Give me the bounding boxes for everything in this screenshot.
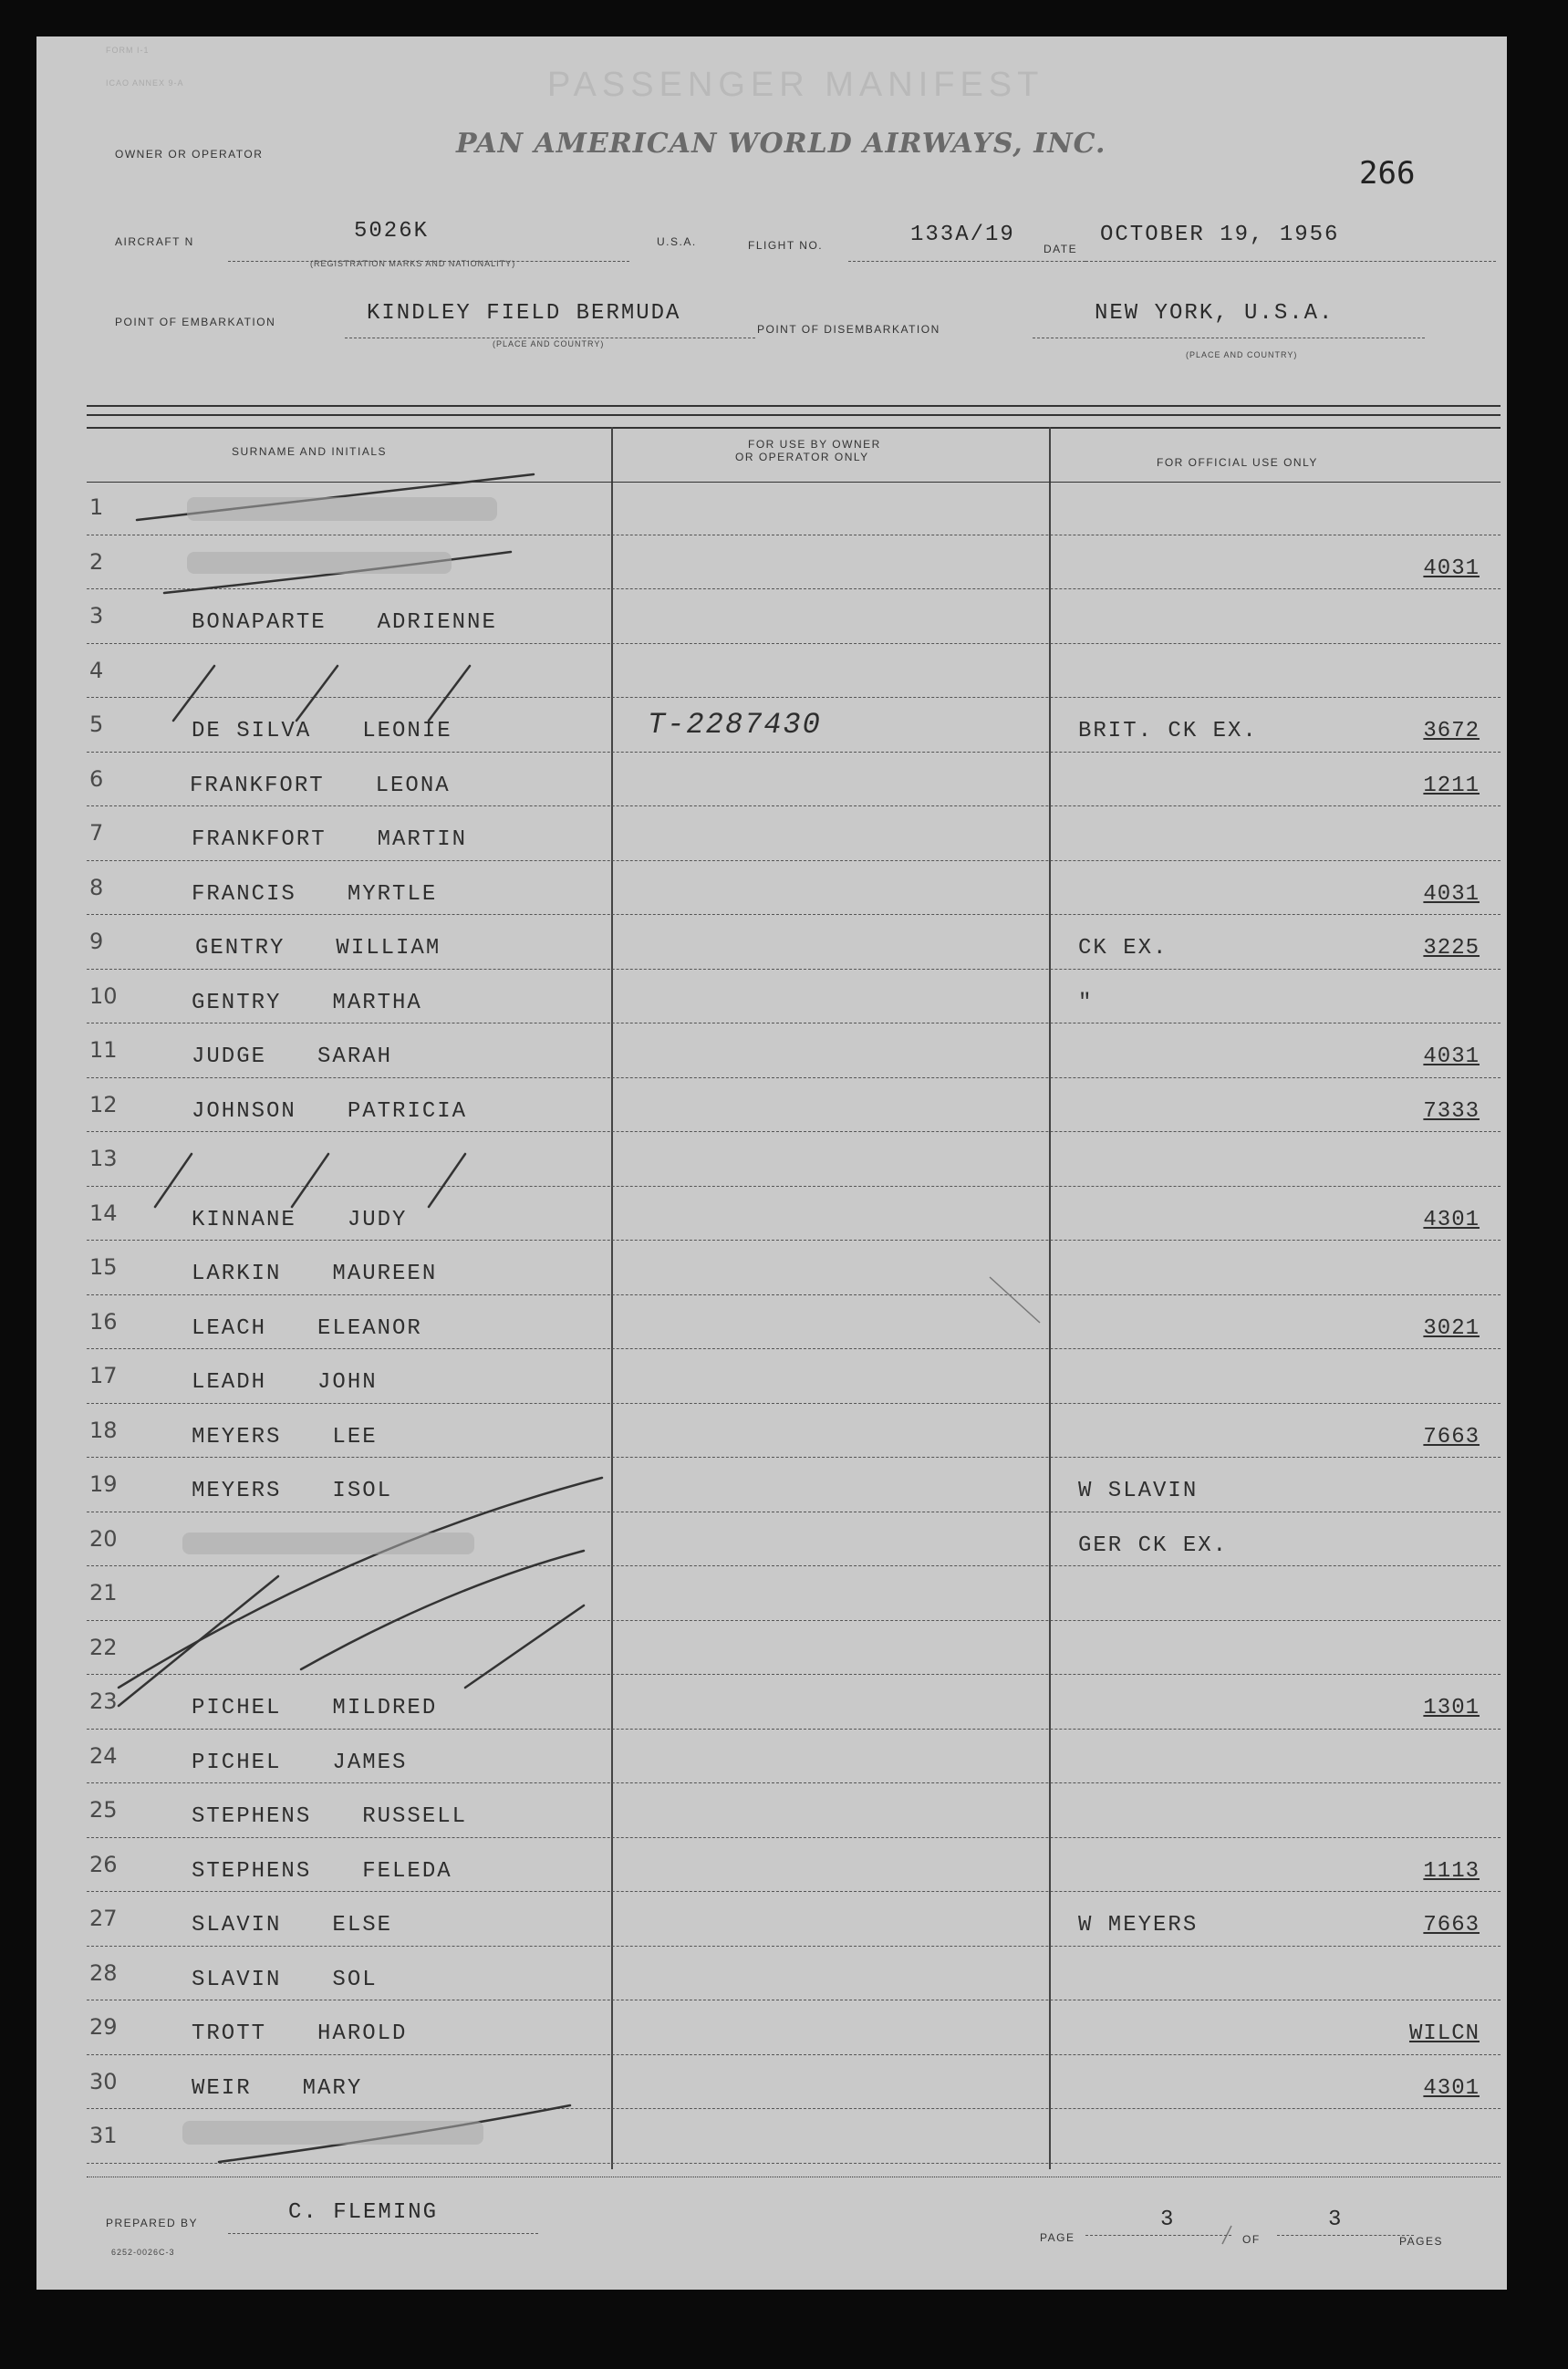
row-number: 11 xyxy=(89,1037,118,1063)
given-name: LEONA xyxy=(375,773,451,798)
disembark-caption: (PLACE AND COUNTRY) xyxy=(1186,350,1298,359)
official-code: WILCN xyxy=(1408,2021,1480,2046)
row-number: 18 xyxy=(89,1417,118,1443)
owner-value: PAN AMERICAN WORLD AIRWAYS, INC. xyxy=(456,128,1106,160)
surname: LARKIN xyxy=(192,1262,282,1286)
surname: STEPHENS xyxy=(192,1858,312,1884)
row-number: 5 xyxy=(89,712,104,737)
of-label: OF xyxy=(1242,2233,1261,2246)
manifest-sheet xyxy=(36,36,1507,2290)
row-number: 10 xyxy=(89,982,118,1009)
row-number: 27 xyxy=(89,1906,118,1931)
given-name: SOL xyxy=(332,1967,378,1992)
official-note: W SLAVIN xyxy=(1078,1479,1199,1503)
surname: KINNANE xyxy=(192,1207,296,1232)
column-surname-header: SURNAME AND INITIALS xyxy=(232,445,388,458)
given-name: LEONIE xyxy=(362,719,452,743)
official-code: 3672 xyxy=(1423,719,1480,743)
prepared-value: C. FLEMING xyxy=(288,2200,439,2225)
official-note: W MEYERS xyxy=(1078,1913,1199,1938)
embark-caption: (PLACE AND COUNTRY) xyxy=(493,339,605,348)
flight-label: FLIGHT NO. xyxy=(748,239,824,252)
row-number: 4 xyxy=(89,657,104,683)
owner-note: T-2287430 xyxy=(648,708,822,742)
row-number: 12 xyxy=(89,1091,118,1117)
row-number: 16 xyxy=(89,1308,118,1335)
given-name: FELEDA xyxy=(362,1858,452,1884)
given-name: RUSSELL xyxy=(362,1804,468,1829)
official-note: BRIT. CK EX. xyxy=(1078,719,1258,743)
given-name: LEE xyxy=(332,1424,378,1449)
row-number: 2 xyxy=(89,548,104,575)
official-code: 3225 xyxy=(1423,936,1480,961)
surname: LEADH xyxy=(192,1370,267,1395)
row-number: 20 xyxy=(89,1525,118,1552)
official-code: 4031 xyxy=(1423,881,1480,907)
given-name: MAUREEN xyxy=(332,1262,438,1286)
official-code: 7333 xyxy=(1423,1098,1480,1124)
row-number: 22 xyxy=(89,1634,118,1660)
given-name: MARY xyxy=(302,2075,363,2101)
redacted-entry-20 xyxy=(182,1533,474,1554)
row-number: 19 xyxy=(89,1471,118,1497)
column-owner-header-2: OR OPERATOR ONLY xyxy=(735,451,869,463)
strikeout-marks xyxy=(36,36,1507,2290)
row-number: 3 xyxy=(89,603,104,629)
surname: FRANKFORT xyxy=(192,827,327,852)
redacted-entry-31 xyxy=(182,2121,483,2145)
row-number: 23 xyxy=(89,1688,118,1714)
given-name: MARTIN xyxy=(377,827,468,852)
given-name: ADRIENNE xyxy=(377,610,497,635)
official-note: GER CK EX. xyxy=(1078,1533,1229,1558)
official-note: " xyxy=(1078,990,1094,1015)
surname: SLAVIN xyxy=(192,1967,282,1992)
row-number: 6 xyxy=(89,765,104,792)
official-note: CK EX. xyxy=(1078,936,1168,961)
aircraft-label: AIRCRAFT N xyxy=(115,235,194,248)
official-code: 1211 xyxy=(1423,773,1480,798)
row-number: 1 xyxy=(89,494,104,520)
redacted-entry-1 xyxy=(187,497,497,521)
row-number: 17 xyxy=(89,1363,118,1388)
page-label: PAGE xyxy=(1040,2231,1075,2244)
row-number: 28 xyxy=(89,1959,118,1986)
prepared-label: PREPARED BY xyxy=(106,2217,198,2229)
aircraft-value: 5026K xyxy=(354,219,430,244)
row-number: 13 xyxy=(89,1146,118,1171)
redacted-entry-2 xyxy=(187,552,452,574)
surname: SLAVIN xyxy=(192,1913,282,1938)
disembark-value: NEW YORK, U.S.A. xyxy=(1095,301,1334,326)
official-code: 4031 xyxy=(1423,1044,1480,1069)
row-number: 7 xyxy=(89,820,104,846)
embark-label: POINT OF EMBARKATION xyxy=(115,316,276,328)
surname: MEYERS xyxy=(192,1479,282,1503)
surname: STEPHENS xyxy=(192,1804,312,1829)
page-value: 3 xyxy=(1160,2208,1176,2232)
given-name: SARAH xyxy=(317,1044,393,1069)
surname: TROTT xyxy=(192,2021,267,2046)
row-number: 29 xyxy=(89,2014,118,2040)
official-code: 1113 xyxy=(1423,1858,1480,1884)
embark-value: KINDLEY FIELD BERMUDA xyxy=(367,301,681,326)
row-number: 21 xyxy=(89,1580,118,1605)
given-name: MARTHA xyxy=(332,990,422,1015)
row-number: 26 xyxy=(89,1851,118,1877)
surname: WEIR xyxy=(192,2075,252,2101)
surname: BONAPARTE xyxy=(192,610,327,635)
given-name: PATRICIA xyxy=(347,1098,468,1124)
official-code: 4301 xyxy=(1423,2075,1480,2101)
column-owner-header-1: FOR USE BY OWNER xyxy=(748,438,881,451)
surname: FRANCIS xyxy=(192,881,296,907)
given-name: HAROLD xyxy=(317,2021,408,2046)
footer-code: 6252-0026C-3 xyxy=(111,2248,175,2257)
official-code: 3021 xyxy=(1423,1315,1480,1341)
given-name: MYRTLE xyxy=(347,881,438,907)
usa-label: U.S.A. xyxy=(657,235,697,248)
given-name: ISOL xyxy=(332,1479,393,1503)
owner-label: OWNER OR OPERATOR xyxy=(115,148,264,161)
surname: FRANKFORT xyxy=(190,773,325,798)
surname: DE SILVA xyxy=(192,719,312,743)
date-label: DATE xyxy=(1044,243,1078,255)
official-code: 1301 xyxy=(1423,1696,1480,1720)
disembark-label: POINT OF DISEMBARKATION xyxy=(757,323,940,336)
official-code: 4031 xyxy=(1423,556,1480,581)
given-name: JAMES xyxy=(332,1750,408,1775)
row-number: 14 xyxy=(89,1200,118,1226)
date-value: OCTOBER 19, 1956 xyxy=(1100,223,1340,247)
given-name: ELEANOR xyxy=(317,1315,422,1341)
pages-label: PAGES xyxy=(1399,2235,1443,2248)
form-code: ICAO ANNEX 9-A xyxy=(106,78,184,88)
column-official-header: FOR OFFICIAL USE ONLY xyxy=(1157,456,1318,469)
row-number: 30 xyxy=(89,2068,118,2094)
surname: PICHEL xyxy=(192,1696,282,1720)
given-name: MILDRED xyxy=(332,1696,438,1720)
surname: MEYERS xyxy=(192,1424,282,1449)
form-title: PASSENGER MANIFEST xyxy=(547,66,1044,104)
surname: PICHEL xyxy=(192,1750,282,1775)
form-number: FORM I-1 xyxy=(106,46,150,55)
row-number: 25 xyxy=(89,1797,118,1823)
surname: GENTRY xyxy=(195,936,286,961)
row-number: 24 xyxy=(89,1742,118,1769)
row-number: 15 xyxy=(89,1254,118,1280)
registration-caption: (REGISTRATION MARKS AND NATIONALITY) xyxy=(310,259,516,268)
given-name: JOHN xyxy=(317,1370,378,1395)
given-name: JUDY xyxy=(347,1207,408,1232)
given-name: ELSE xyxy=(332,1913,393,1938)
given-name: WILLIAM xyxy=(336,936,441,961)
flight-value: 133A/19 xyxy=(910,223,1015,247)
surname: GENTRY xyxy=(192,990,282,1015)
row-number: 31 xyxy=(89,2123,118,2148)
official-code: 7663 xyxy=(1423,1913,1480,1938)
row-number: 9 xyxy=(89,929,104,954)
row-number: 8 xyxy=(89,874,104,900)
surname: LEACH xyxy=(192,1315,267,1341)
official-code: 4301 xyxy=(1423,1207,1480,1232)
official-code: 7663 xyxy=(1423,1424,1480,1449)
surname: JUDGE xyxy=(192,1044,267,1069)
of-value: 3 xyxy=(1328,2208,1344,2232)
page-number: 266 xyxy=(1359,155,1416,192)
surname: JOHNSON xyxy=(192,1098,296,1124)
